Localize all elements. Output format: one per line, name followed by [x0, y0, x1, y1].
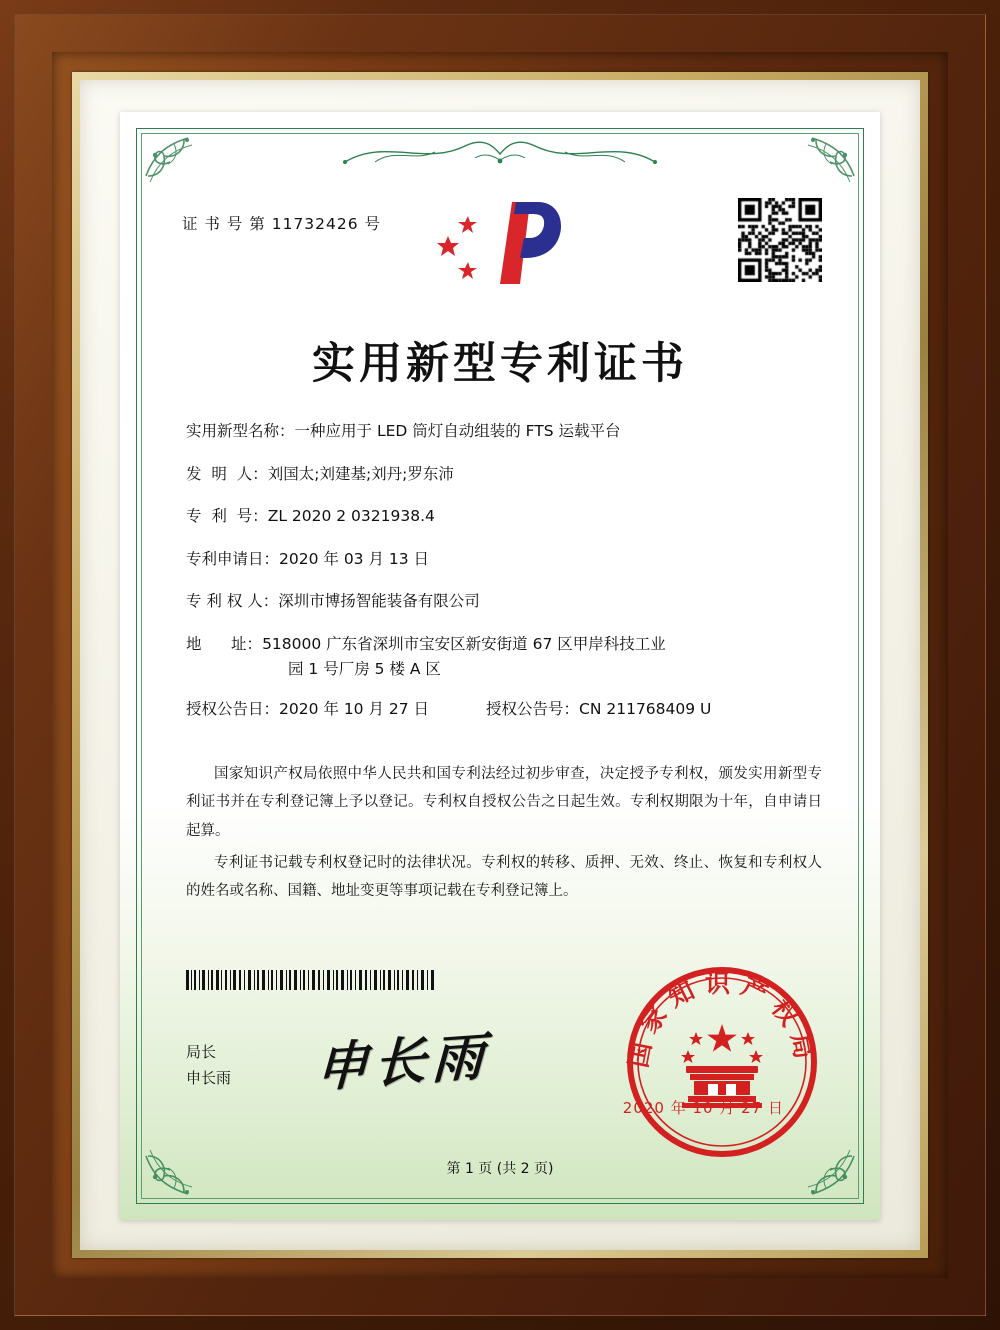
paragraph-1: 国家知识产权局依照中华人民共和国专利法经过初步审查，决定授予专利权，颁发实用新型专利证书并在专利登记簿上予以登记。专利权自授权公告之日起生效。专利权期限为十年，自申请日起算。: [186, 766, 822, 839]
field-label: 专 利 号：: [186, 507, 268, 526]
address-line-2: 园 1 号厂房 5 楼 A 区: [288, 659, 441, 678]
field-row-address: [186, 635, 826, 654]
cnipa-logo-icon: [434, 192, 566, 296]
field-label: 专利申请日：: [186, 549, 280, 568]
field-label: 地 址：: [186, 634, 263, 653]
field-row-grant: [186, 700, 826, 719]
svg-text:国家知识产权局: 国家知识产权局: [623, 969, 821, 1070]
director-label: 局长: [186, 1043, 217, 1061]
page-title: 实用新型专利证书: [312, 339, 688, 389]
announcement-label: 授权公告号：: [486, 700, 580, 719]
certificate-page: [120, 112, 880, 1220]
field-value: 518000 广东省深圳市宝安区新安街道 67 区甲岸科技工业: [262, 634, 666, 653]
field-row-inventors: [186, 465, 826, 484]
field-value: 刘国太;刘建基;刘丹;罗东沛: [267, 464, 454, 483]
field-value: 深圳市博扬智能装备有限公司: [278, 592, 480, 611]
corner-flourish-icon: [144, 136, 222, 218]
grant-date-label: 授权公告日：: [186, 700, 280, 719]
director-block: [186, 1040, 231, 1091]
handwritten-signature: 申长雨: [314, 1025, 491, 1100]
qr-code: [738, 198, 822, 282]
barcode: [186, 970, 436, 990]
legal-text: [186, 760, 822, 909]
top-ornament-icon: [335, 132, 665, 176]
field-row-patent-number: [186, 507, 826, 526]
field-list: [186, 422, 826, 729]
paragraph-2: 专利证书记载专利权登记时的法律状况。专利权的转移、质押、无效、终止、恢复和专利权人的姓名或名称、国籍、地址变更等事项记载在专利登记簿上。: [186, 854, 822, 900]
seal-date: 2020 年 10 月 27 日: [622, 1099, 784, 1117]
page-footer: 第 1 页 (共 2 页): [446, 1161, 554, 1177]
field-value: 一种应用于 LED 筒灯自动组装的 FTS 运载平台: [294, 422, 621, 440]
field-label: 实用新型名称：: [186, 422, 295, 440]
director-name: 申长雨: [186, 1068, 232, 1087]
field-row-application-date: [186, 550, 826, 569]
field-row-patentee: [186, 592, 826, 611]
announcement-value: CN 211768409 U: [579, 700, 712, 719]
field-label: 发 明 人：: [186, 464, 268, 483]
official-seal: [622, 962, 822, 1162]
grant-date-value: 2020 年 10 月 27 日: [279, 700, 430, 719]
certificate-number: 证 书 号 第 11732426 号: [182, 215, 382, 233]
field-value: ZL 2020 2 0321938.4: [267, 507, 435, 526]
field-value: 2020 年 03 月 13 日: [279, 549, 430, 568]
field-row-name: [186, 422, 826, 441]
field-label: 专 利 权 人：: [186, 592, 279, 611]
corner-flourish-icon: [144, 1114, 222, 1196]
